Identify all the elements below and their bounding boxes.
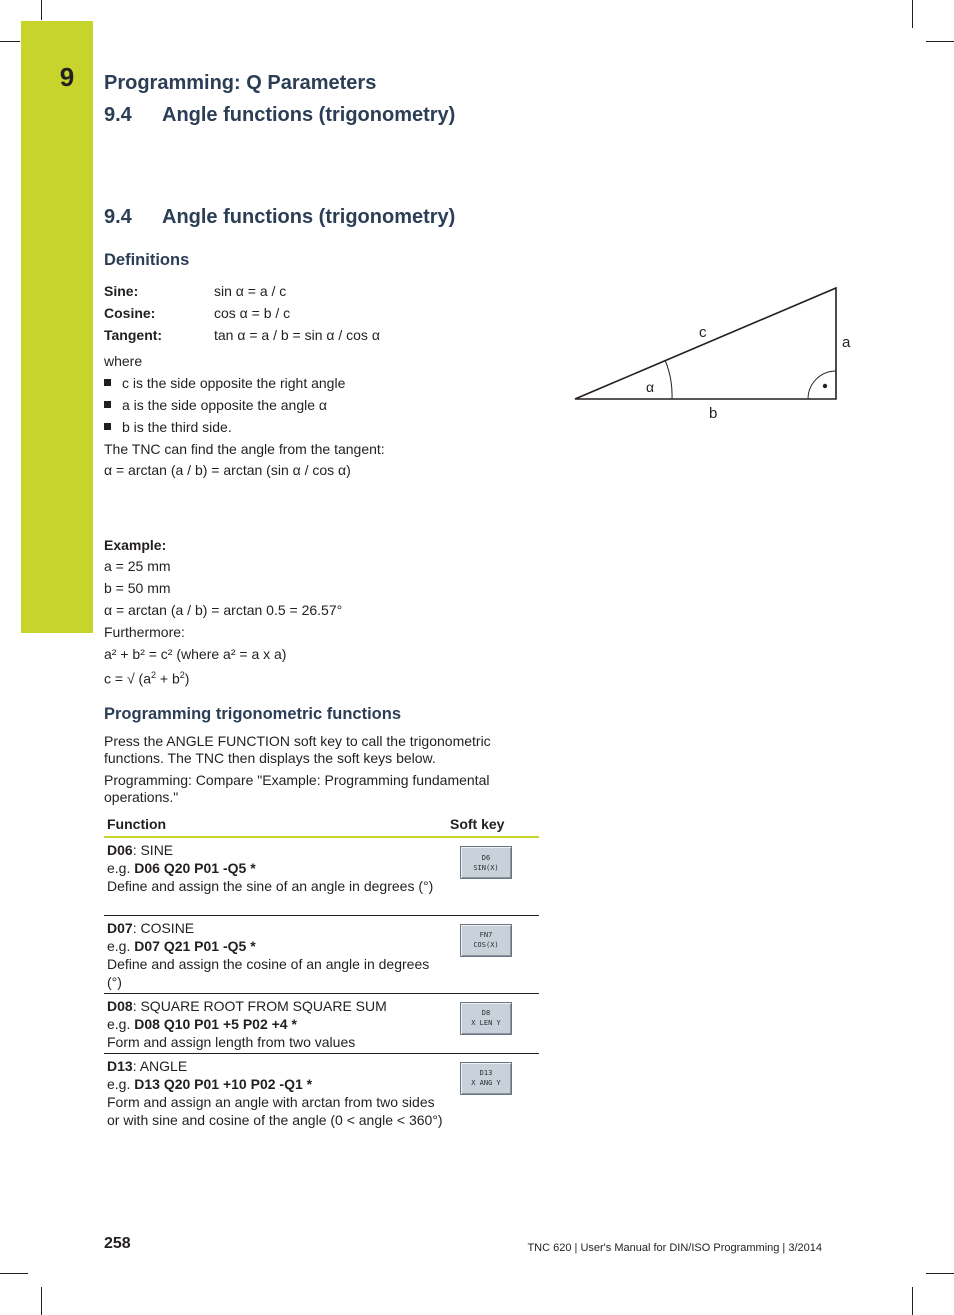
function-description: Define and assign the cosine of an angle in degrees (°)	[107, 955, 430, 990]
softkey-line: D13	[479, 1069, 493, 1077]
furthermore-text: Furthermore:	[104, 624, 185, 640]
chapter-tab	[21, 21, 93, 633]
list-item-text: b is the third side.	[122, 419, 232, 435]
softkey-cell	[447, 1053, 539, 1145]
superscript: 2	[150, 670, 156, 680]
running-header-section-title: Angle functions (trigonometry)	[162, 104, 456, 126]
example-prefix: e.g.	[107, 1015, 135, 1032]
softkey-line: X LEN Y	[471, 1019, 501, 1027]
section-title: Angle functions (trigonometry)	[162, 206, 456, 228]
softkey-line: FN7	[479, 931, 493, 939]
softkey-line: D8	[481, 1009, 491, 1017]
function-description: Form and assign an angle with arctan from two sides or with sine and cosine of the angle (0 < angle < 360°)	[107, 1093, 443, 1128]
function-code: D13	[107, 1057, 133, 1074]
right-angle-arc	[808, 371, 836, 399]
triangle-diagram	[570, 280, 855, 430]
c-formula	[104, 667, 189, 688]
function-cell	[104, 837, 447, 915]
function-example: D13 Q20 P01 +10 P02 -Q1 *	[134, 1075, 313, 1092]
running-header-section-number: 9.4	[104, 104, 132, 126]
function-code: D07	[107, 919, 133, 936]
definitions-heading: Definitions	[104, 251, 190, 269]
programming-paragraph: Press the ANGLE FUNCTION soft key to call the trigonometric functions. The TNC then displays the soft keys below.	[104, 733, 491, 766]
softkey-table	[104, 813, 539, 1145]
function-description: Form and assign length from two values	[107, 1033, 356, 1050]
softkey-cos-button[interactable]	[460, 924, 512, 957]
angle-arc	[665, 360, 672, 399]
triangle-shape	[575, 288, 836, 399]
c-formula-part: c = √ (a	[104, 670, 151, 687]
crop-mark	[912, 1287, 913, 1315]
crop-mark	[926, 1273, 954, 1274]
bullet-icon	[104, 423, 111, 430]
where-text: where	[104, 353, 143, 369]
function-name: : COSINE	[132, 919, 195, 936]
definition-label: Sine:	[104, 283, 139, 299]
definition-formula: tan α = a / b = sin α / cos α	[214, 327, 380, 343]
list-item-text: c is the side opposite the right angle	[122, 375, 346, 391]
function-example: D08 Q10 P01 +5 P02 +4 *	[134, 1015, 297, 1032]
bullet-icon	[104, 401, 111, 408]
list-item	[104, 419, 232, 435]
column-header-function: Function	[104, 813, 447, 837]
footer-text: TNC 620 | User's Manual for DIN/ISO Programming | 3/2014	[527, 1242, 822, 1254]
list-item	[104, 375, 345, 391]
arctan-formula: α = arctan (a / b) = arctan (sin α / cos α)	[104, 462, 351, 478]
table-row	[104, 1053, 539, 1145]
programming-heading: Programming trigonometric functions	[104, 705, 402, 723]
definition-row	[104, 305, 290, 321]
crop-mark	[41, 1287, 42, 1315]
function-example: D07 Q21 P01 -Q5 *	[134, 937, 256, 954]
c-formula-part: )	[184, 670, 190, 687]
definition-formula: sin α = a / c	[214, 283, 287, 299]
example-heading: Example:	[104, 537, 167, 553]
c-formula-part: + b	[156, 670, 180, 687]
label-c: c	[699, 324, 707, 341]
bullet-icon	[104, 379, 111, 386]
definition-row	[104, 327, 380, 343]
example-line: a = 25 mm	[104, 558, 171, 574]
definition-formula: cos α = b / c	[214, 305, 291, 321]
label-a: a	[842, 334, 851, 351]
softkey-cell	[447, 915, 539, 993]
running-header-section	[104, 104, 455, 127]
function-cell	[104, 915, 447, 993]
function-description: Define and assign the sine of an angle in degrees (°)	[107, 878, 434, 894]
softkey-sin-button[interactable]	[460, 846, 512, 879]
example-prefix: e.g.	[107, 1075, 135, 1092]
crop-mark	[926, 41, 954, 42]
softkey-line: SIN(X)	[473, 863, 499, 872]
programming-paragraph: Programming: Compare "Example: Programming fundamental operations."	[104, 772, 490, 805]
definition-row	[104, 283, 286, 299]
example-prefix: e.g.	[107, 860, 135, 876]
function-name: : ANGLE	[132, 1057, 188, 1074]
superscript: 2	[179, 670, 185, 680]
right-angle-dot	[823, 384, 827, 388]
table-row	[104, 915, 539, 993]
crop-mark	[912, 0, 913, 28]
label-alpha: α	[646, 379, 655, 395]
pythagoras-formula: a² + b² = c² (where a² = a x a)	[104, 646, 287, 662]
function-code: D06	[107, 842, 133, 858]
example-prefix: e.g.	[107, 937, 135, 954]
softkey-line: D6	[481, 853, 491, 862]
softkey-ang-button[interactable]	[460, 1062, 512, 1095]
function-code: D08	[107, 997, 133, 1014]
softkey-cell	[447, 837, 539, 915]
crop-mark	[41, 0, 42, 20]
function-name: : SQUARE ROOT FROM SQUARE SUM	[132, 997, 387, 1014]
example-line: b = 50 mm	[104, 580, 171, 596]
list-item	[104, 397, 327, 413]
page-number: 258	[104, 1235, 131, 1252]
function-example: D06 Q20 P01 -Q5 *	[134, 860, 256, 876]
column-header-softkey: Soft key	[447, 813, 539, 837]
label-b: b	[709, 405, 718, 422]
function-cell	[104, 1053, 447, 1145]
function-cell	[104, 993, 447, 1053]
definition-label: Tangent:	[104, 327, 163, 343]
example-line: α = arctan (a / b) = arctan 0.5 = 26.57°	[104, 602, 343, 618]
definition-label: Cosine:	[104, 305, 156, 321]
table-header-row	[104, 813, 539, 837]
crop-mark	[0, 41, 20, 42]
chapter-number: 9	[59, 62, 75, 92]
running-header-chapter: Programming: Q Parameters	[104, 72, 377, 94]
crop-mark	[0, 1273, 28, 1274]
softkey-line: X ANG Y	[471, 1079, 501, 1087]
softkey-len-button[interactable]	[460, 1002, 512, 1035]
function-name: : SINE	[132, 842, 174, 858]
section-number: 9.4	[104, 206, 132, 228]
softkey-cell	[447, 993, 539, 1053]
table-row	[104, 993, 539, 1053]
table-row	[104, 837, 539, 915]
section-heading	[104, 206, 455, 229]
list-item-text: a is the side opposite the angle α	[122, 397, 328, 413]
tangent-note: The TNC can find the angle from the tangent:	[104, 441, 385, 457]
softkey-line: COS(X)	[473, 941, 499, 949]
